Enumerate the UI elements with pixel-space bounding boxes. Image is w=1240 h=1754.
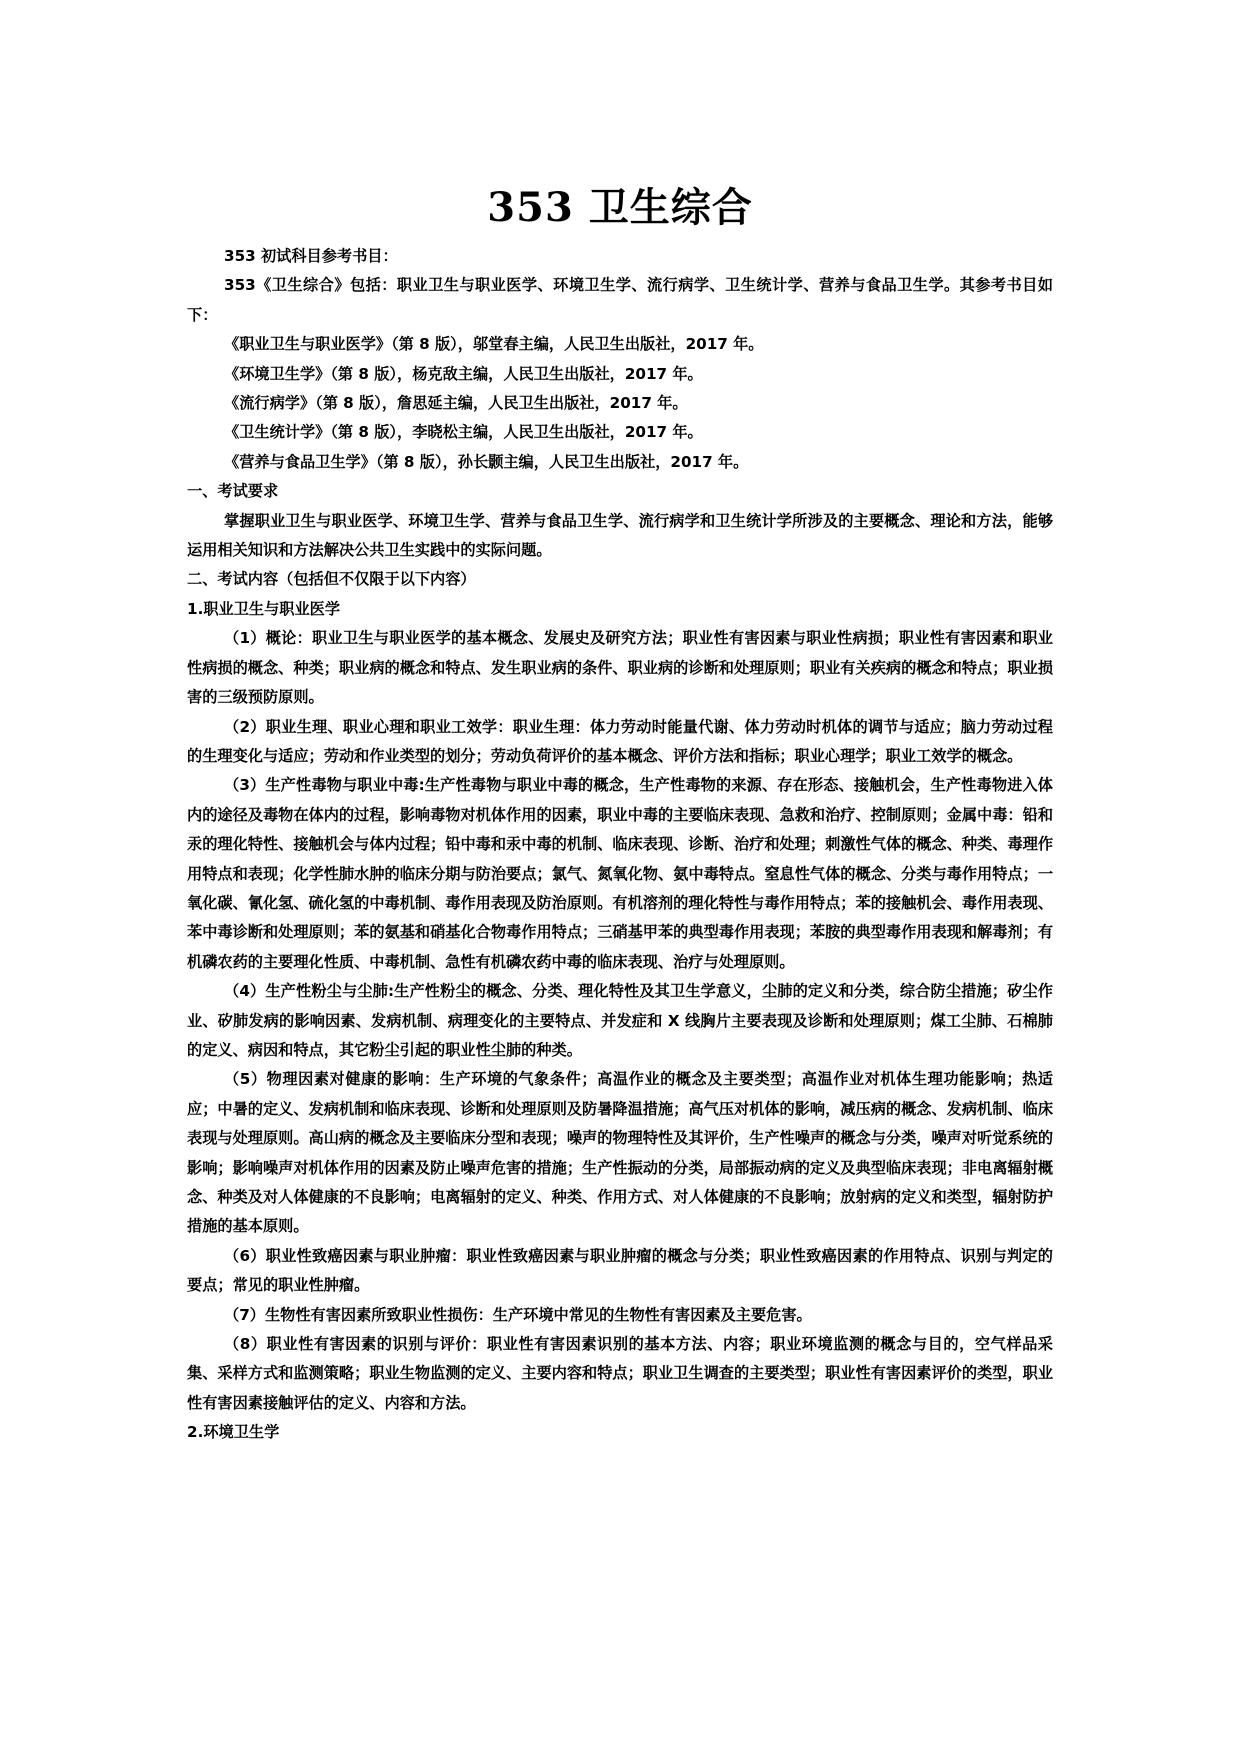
content-item: （7）生物性有害因素所致职业性损伤：生产环境中常见的生物性有害因素及主要危害。 bbox=[224, 1305, 812, 1324]
content-item: （6）职业性致癌因素与职业肿瘤：职业性致癌因素与职业肿瘤的概念与分类；职业性致癌因素的作用特点、识别与判定的要点；常见的职业性肿瘤。 bbox=[187, 1246, 1053, 1295]
reference-book: 《职业卫生与职业医学》（第 8 版），邬堂春主编，人民卫生出版社，2017 年。 bbox=[224, 335, 764, 354]
reference-book: 《营养与食品卫生学》（第 8 版），孙长颢主编，人民卫生出版社，2017 年。 bbox=[224, 452, 749, 471]
reference-book-list bbox=[187, 330, 1053, 477]
reference-book: 《卫生统计学》（第 8 版），李晓松主编，人民卫生出版社，2017 年。 bbox=[224, 423, 703, 442]
subsection-heading-environmental-health: 2.环境卫生学 bbox=[187, 1423, 280, 1442]
intro-text: 353《卫生综合》包括：职业卫生与职业医学、环境卫生学、流行病学、卫生统计学、营养与食品卫生学。其参考书目如下： bbox=[187, 276, 1053, 324]
reference-book: 《环境卫生学》（第 8 版），杨克敌主编，人民卫生出版社，2017 年。 bbox=[224, 364, 703, 383]
content-item: （1）概论：职业卫生与职业医学的基本概念、发展史及研究方法；职业性有害因素与职业性病损；职业性有害因素和职业性病损的概念、种类；职业病的概念和特点、发生职业病的条件、职业病的诊断和处理原则；职业有关疾病的概念和特点；职业损害的三级预防原则。 bbox=[187, 629, 1053, 707]
document-page bbox=[187, 180, 1053, 1448]
section-heading-exam-requirements: 一、考试要求 bbox=[187, 482, 279, 501]
content-item: （4）生产性粉尘与尘肺:生产性粉尘的概念、分类、理化特性及其卫生学意义，尘肺的定义和分类，综合防尘措施；矽尘作业、矽肺发病的影响因素、发病机制、病理变化的主要特点、并发症和 X 线胸片主要表现及诊断和处理原则；煤工尘肺、石棉肺的定义、病因和特点，其它粉尘引起的职业性尘肺的种类。 bbox=[187, 982, 1053, 1059]
intro-label: 353 初试科目参考书目： bbox=[224, 247, 398, 265]
content-item: （8）职业性有害因素的识别与评价：职业性有害因素识别的基本方法、内容；职业环境监测的概念与目的，空气样品采集、采样方式和监测策略；职业生物监测的定义、主要内容和特点；职业卫生调查的主要类型；职业性有害因素评价的类型，职业性有害因素接触评估的定义、内容和方法。 bbox=[187, 1335, 1053, 1412]
content-item: （3）生产性毒物与职业中毒:生产性毒物与职业中毒的概念，生产性毒物的来源、存在形态、接触机会，生产性毒物进入体内的途径及毒物在体内的过程，影响毒物对机体作用的因素，职业中毒的主要临床表现、急救和治疗、控制原则；金属中毒：铅和汞的理化特性、接触机会与体内过程；铅中毒和汞中毒的机制、临床表现、诊断、治疗和处理；刺激性气体的概念、种类、毒理作用特点和表现；化学性肺水肿的临床分期与防治要点；氯气、氮氧化物、氨中毒特点。窒息性气体的概念、分类与毒作用特点；一氧化碳、氰化氢、硫化氢的中毒机制、毒作用表现及防治原则。有机溶剂的理化特性与毒作用特点；苯的接触机会、毒作用表现、苯中毒诊断和处理原则；苯的氨基和硝基化合物毒作用特点；三硝基甲苯的典型毒作用表现；苯胺的典型毒作用表现和解毒剂；有机磷农药的主要理化性质、中毒机制、急性有机磷农药中毒的临床表现、治疗与处理原则。 bbox=[187, 776, 1053, 971]
content-item: （2）职业生理、职业心理和职业工效学：职业生理：体力劳动时能量代谢、体力劳动时机体的调节与适应；脑力劳动过程的生理变化与适应；劳动和作业类型的划分；劳动负荷评价的基本概念、评价方法和指标；职业心理学；职业工效学的概念。 bbox=[187, 717, 1053, 765]
section-heading-exam-content: 二、考试内容（包括但不仅限于以下内容） bbox=[187, 570, 476, 589]
document-title: 353 卫生综合 bbox=[487, 184, 753, 231]
content-item: （5）物理因素对健康的影响：生产环境的气象条件；高温作业的概念及主要类型；高温作业对机体生理功能影响；热适应；中暑的定义、发病机制和临床表现、诊断和处理原则及防暑降温措施；高气压对机体的影响，减压病的概念、发病机制、临床表现与处理原则。高山病的概念及主要临床分型和表现；噪声的物理特性及其评价，生产性噪声的概念与分类，噪声对听觉系统的影响；影响噪声对机体作用的因素及防止噪声危害的措施；生产性振动的分类，局部振动病的定义及典型临床表现；非电离辐射概念、种类及对人体健康的不良影响；电离辐射的定义、种类、作用方式、对人体健康的不良影响；放射病的定义和类型，辐射防护措施的基本原则。 bbox=[187, 1070, 1053, 1236]
subsection-heading-occupational-health: 1.职业卫生与职业医学 bbox=[187, 599, 341, 618]
reference-book: 《流行病学》（第 8 版），詹思延主编，人民卫生出版社，2017 年。 bbox=[224, 394, 688, 413]
exam-requirements-text: 掌握职业卫生与职业医学、环境卫生学、营养与食品卫生学、流行病学和卫生统计学所涉及的主要概念、理论和方法，能够运用相关知识和方法解决公共卫生实践中的实际问题。 bbox=[187, 511, 1053, 560]
